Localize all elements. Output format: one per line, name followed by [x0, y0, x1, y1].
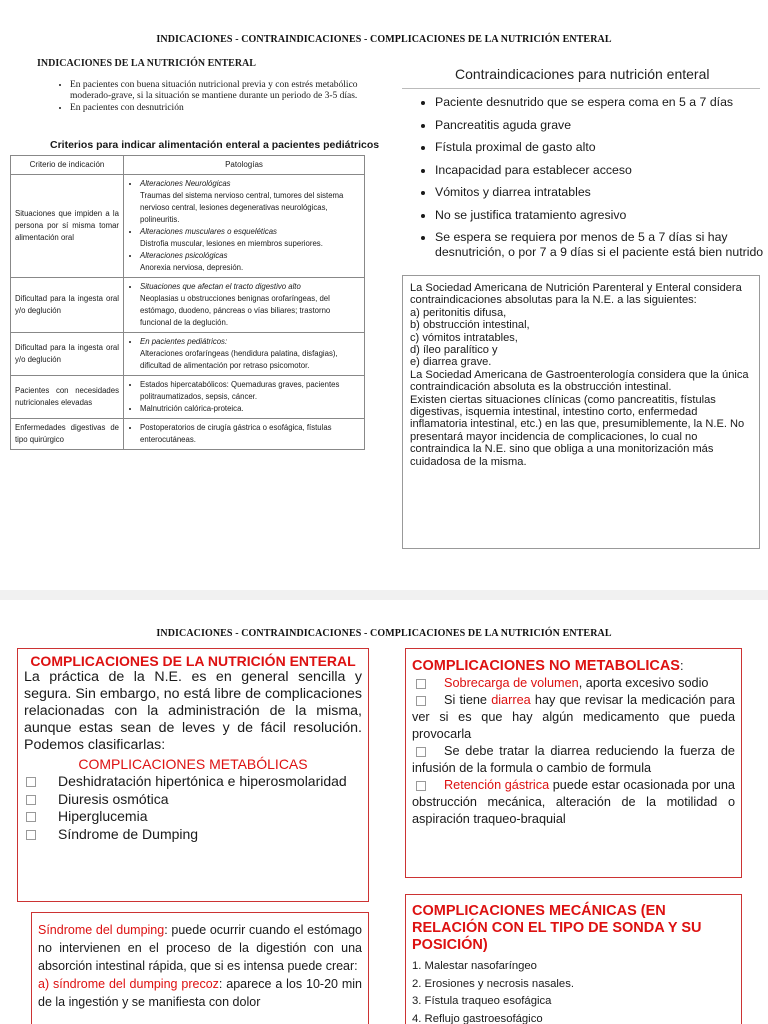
table-row: [11, 175, 365, 278]
indications-title: INDICACIONES DE LA NUTRICIÓN ENTERAL: [37, 58, 256, 69]
society-item: d) íleo paralítico y: [410, 344, 498, 357]
complications-box: [17, 648, 369, 902]
checkbox-icon: [26, 795, 36, 805]
dumping-a-text: : aparece a los 10-20 min de la ingestión y se manifiesta con dolor: [38, 977, 362, 1009]
criterion-cell: Situaciones que impiden a la persona por sí misma tomar alimentación oral: [11, 175, 124, 278]
group-detail: Traumas del sistema nervioso central, tumores del sistema nervioso central, lesiones degenerativas neurológicas, polineuritis.: [140, 191, 344, 224]
group-label: Alteraciones psicológicas: [140, 251, 228, 260]
group-label: En pacientes pediátricos:: [140, 337, 228, 346]
society-item: e) diarrea grave.: [410, 356, 492, 369]
mechanical-item: 1. Malestar nasofaríngeo: [412, 960, 537, 972]
non-metabolic-item: [412, 675, 735, 692]
complications-intro: La práctica de la N.E. es en general sencilla y segura. Sin embargo, no está libre de complicaciones relacionadas con la administración de la misma, aunque estas sean de leves y de fácil resolución. Podemos clasificarlas:: [24, 669, 362, 753]
metabolic-item: [24, 826, 362, 844]
pathology-cell: [124, 419, 365, 450]
running-header: INDICACIONES - CONTRAINDICACIONES - COMPLICACIONES DE LA NUTRICIÓN ENTERAL: [156, 628, 612, 639]
complications-title: COMPLICACIONES DE LA NUTRICIÓN ENTERAL: [30, 653, 356, 669]
item-post: puede estar ocasionada por una obstrucción mecánica, alteración de la motilidad o aspiración traqueo-braquial: [412, 778, 735, 826]
pathology-cell: [124, 333, 365, 376]
criteria-table: [10, 155, 365, 450]
non-metabolic-title: COMPLICACIONES NO METABOLICAS: [412, 658, 680, 674]
page-2: [0, 600, 768, 1024]
checkbox-icon: [416, 781, 426, 791]
criterion-cell: Pacientes con necesidades nutricionales elevadas: [11, 376, 124, 419]
mechanical-title: COMPLICACIONES MECÁNICAS (EN RELACIÓN CON EL TIPO DE SONDA Y SU POSICIÓN): [412, 903, 702, 953]
checkbox-icon: [26, 812, 36, 822]
table-header: Patologías: [124, 156, 365, 175]
contraindications-list: [410, 95, 768, 260]
metabolic-item-label: Hiperglucemia: [58, 808, 148, 824]
metabolic-item: [24, 791, 362, 809]
metabolic-item-label: Diuresis osmótica: [58, 790, 169, 807]
item-pre: Si tiene: [444, 693, 492, 707]
item-term: Retención gástrica: [444, 778, 550, 792]
group-label: Situaciones que afectan el tracto digestivo alto: [140, 282, 301, 291]
checkbox-icon: [416, 747, 426, 757]
non-metabolic-item: [412, 692, 735, 743]
metabolic-item: [24, 808, 362, 826]
table-row: [11, 333, 365, 376]
group-detail: Neoplasias u obstrucciones benignas orofaríngeas, del estómago, duodeno, páncreas o vías biliares; trastorno funcional de la deglución.: [140, 294, 331, 327]
group-label: Alteraciones Neurológicas: [140, 179, 231, 188]
group-detail: Alteraciones orofaríngeas (hendidura palatina, disfagias), dificultad de alimentación por retraso psicomotor.: [140, 349, 338, 370]
pathology-cell: [124, 376, 365, 419]
pathology-cell: [124, 175, 365, 278]
metabolic-title: COMPLICACIONES METABÓLICAS: [78, 756, 308, 772]
group-label: Alteraciones musculares o esqueléticas: [140, 227, 277, 236]
metabolic-item-label: Deshidratación hipertónica e hiperosmolaridad: [58, 773, 347, 789]
criterion-cell: Enfermedades digestivas de tipo quirúrgico: [11, 419, 124, 450]
table-row: [11, 376, 365, 419]
mechanical-item: 3. Fístula traqueo esofágica: [412, 995, 552, 1007]
contraindication-item: • Fístula proximal de gasto alto: [435, 140, 768, 155]
item-post: hay que revisar la medicación para ver si es que hay algún medicamento que pueda provocarla: [412, 693, 735, 741]
pathology-item: • Postoperatorios de cirugía gástrica o esofágica, fístulas enterocutáneas.: [140, 422, 360, 446]
society-item: c) vómitos intratables,: [410, 331, 518, 344]
pathology-cell: [124, 278, 365, 333]
society-item: a) peritonitis difusa,: [410, 306, 507, 319]
contraindication-item: • Paciente desnutrido que se espera coma en 5 a 7 días: [435, 95, 768, 110]
mechanical-box: [405, 894, 742, 1024]
group-detail: Anorexia nerviosa, depresión.: [140, 263, 244, 272]
non-metabolic-item: [412, 777, 735, 828]
non-metabolic-colon: :: [679, 659, 684, 673]
indication-item: • En pacientes con buena situación nutricional previa y con estrés metabólico moderado-grave, si la situación se mantiene durante un periodo de 3-5 días.: [70, 80, 395, 102]
metabolic-item: [24, 773, 362, 791]
contraindication-item: • Se espera se requiera por menos de 5 a 7 días si hay desnutrición, o por 7 a 9 días si el paciente está bien nutrido: [435, 230, 768, 260]
checkbox-icon: [26, 777, 36, 787]
society-item: b) obstrucción intestinal,: [410, 319, 530, 332]
item-term: diarrea: [491, 693, 531, 707]
criteria-title: Criterios para indicar alimentación enteral a pacientes pediátricos: [50, 139, 380, 151]
society-paragraph: La Sociedad Americana de Gastroenterología considera que la única contraindicación absoluta es la obstrucción intestinal.: [410, 368, 749, 394]
running-header: INDICACIONES - CONTRAINDICACIONES - COMPLICACIONES DE LA NUTRICIÓN ENTERAL: [156, 34, 612, 45]
criterion-cell: Dificultad para la ingesta oral y/o deglución: [11, 278, 124, 333]
pathology-item: • Estados hipercatabólicos: Quemaduras graves, pacientes politraumatizados, sepsis, cáncer.: [140, 379, 360, 403]
criterion-cell: Dificultad para la ingesta oral y/o deglución: [11, 333, 124, 376]
mechanical-item: 2. Erosiones y necrosis nasales.: [412, 977, 575, 990]
dumping-term: Síndrome del dumping: [38, 923, 165, 937]
contraindication-item: • Vómitos y diarrea intratables: [435, 185, 768, 200]
non-metabolic-item: [412, 743, 735, 777]
dumping-a-term: a) síndrome del dumping precoz: [38, 977, 219, 991]
item-pre: Se debe tratar la diarrea reduciendo la fuerza de infusión de la formula o cambio de formula: [412, 744, 735, 775]
non-metabolic-box: [405, 648, 742, 878]
dumping-text: : puede ocurrir cuando el estómago no intervienen en el proceso de la digestión con una absorción intestinal rápida, que si es intensa puede crear:: [38, 923, 362, 973]
pathology-item: • Malnutrición calórica-proteica.: [140, 403, 360, 415]
contraindications-title: Contraindicaciones para nutrición enteral: [455, 66, 710, 82]
contraindication-item: • No se justifica tratamiento agresivo: [435, 208, 768, 223]
dumping-box: [31, 912, 369, 1024]
divider: [402, 88, 760, 89]
mechanical-list: [412, 958, 735, 1024]
table-row: [11, 419, 365, 450]
item-term: Sobrecarga de volumen: [444, 676, 579, 690]
society-paragraph: Existen ciertas situaciones clínicas (como pancreatitis, fístulas digestivas, isquemia intestinal, intestino corto, enfermedad inflamatoria intestinal, etc.) en las que, presumiblemente, la N.E. No presentará mayor incidencia de complicaciones, lo cual no contraindica la N.E. sino que obliga a una monitorización más cuidadosa de la misma.: [410, 393, 745, 468]
contraindication-item: • Incapacidad para establecer acceso: [435, 163, 768, 178]
society-box: [402, 275, 760, 549]
group-detail: Distrofia muscular, lesiones en miembros superiores.: [140, 239, 323, 248]
mechanical-item: 4. Reflujo gastroesofágico: [412, 1012, 543, 1024]
checkbox-icon: [416, 679, 426, 689]
society-intro: La Sociedad Americana de Nutrición Parenteral y Enteral considera contraindicaciones absolutas para la N.E. a las siguientes:: [410, 282, 742, 307]
metabolic-item-label: Síndrome de Dumping: [58, 825, 199, 842]
item-post: , aporta excesivo sodio: [578, 676, 709, 690]
table-header: Criterio de indicación: [11, 156, 124, 175]
contraindication-item: • Pancreatitis aguda grave: [435, 118, 768, 133]
checkbox-icon: [26, 830, 36, 840]
indications-list: [50, 80, 395, 115]
indication-item: • En pacientes con desnutrición: [70, 103, 395, 114]
checkbox-icon: [416, 696, 426, 706]
table-row: [11, 278, 365, 333]
